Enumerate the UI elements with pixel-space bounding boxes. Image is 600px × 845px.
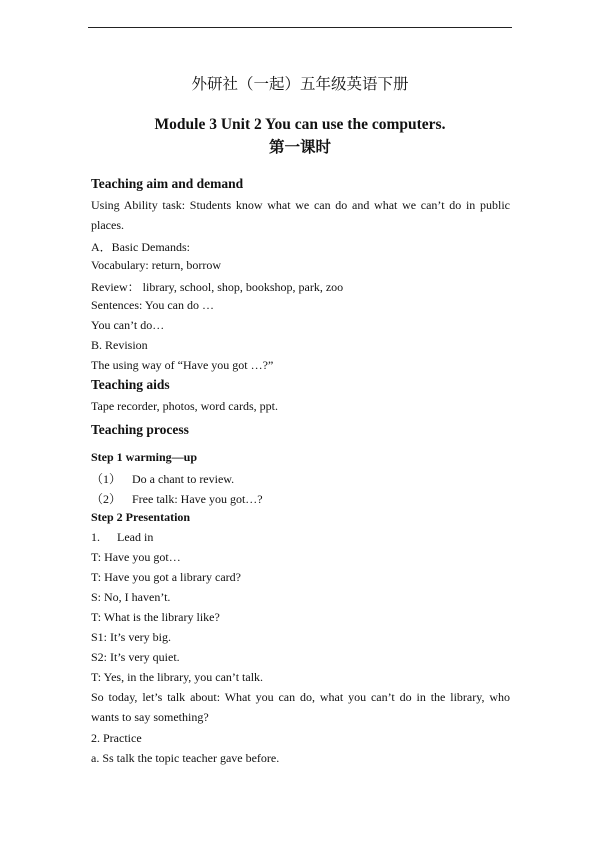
list-item-number: （1） — [91, 472, 122, 486]
document-title: 外研社（一起）五年级英语下册 — [191, 76, 409, 93]
dialogue-line: T: Have you got a library card? — [91, 570, 242, 584]
list-item-number: （2） — [91, 492, 122, 506]
module-title: Module 3 Unit 2 You can use the computers. — [154, 116, 446, 133]
header-rule — [88, 27, 512, 28]
revision-line: B. Revision — [91, 338, 148, 352]
step1-heading: Step 1 warming—up — [91, 450, 198, 464]
dialogue-line: S2: It’s very quiet. — [91, 650, 180, 664]
practice-line: 2. Practice — [91, 731, 142, 745]
dialogue-line: S1: It’s very big. — [91, 630, 171, 644]
basic-demands: A．Basic Demands: — [91, 240, 190, 254]
step2-heading: Step 2 Presentation — [91, 510, 191, 524]
lead-in-line — [91, 530, 153, 545]
aids-heading: Teaching aids — [91, 377, 170, 392]
list-item — [91, 470, 234, 487]
list-item — [91, 490, 263, 507]
lead-in-text: Lead in — [117, 530, 154, 544]
aids-text: Tape recorder, photos, word cards, ppt. — [91, 399, 278, 413]
list-item-text: Do a chant to review. — [132, 472, 235, 486]
dialogue-line: T: What is the library like? — [91, 610, 220, 624]
dialogue-line: S: No, I haven’t. — [91, 590, 171, 604]
practice-a-line: a. Ss talk the topic teacher gave before. — [91, 751, 280, 765]
task-line-1: Using Ability task: Students know what we can do and what we can’t do in public — [91, 198, 510, 212]
dialogue-line: T: Have you got… — [91, 550, 181, 564]
lead-in-number: 1. — [91, 530, 100, 544]
process-heading: Teaching process — [91, 422, 189, 437]
sentences-line: Sentences: You can do … — [91, 298, 214, 312]
cant-line: You can’t do… — [91, 318, 165, 332]
review-line: Review： library, school, shop, bookshop, park, zoo — [91, 280, 344, 294]
period-title: 第一课时 — [268, 139, 331, 156]
so-today-line-2: wants to say something? — [91, 710, 209, 724]
so-today-line-1: So today, let’s talk about: What you can do, what you can’t do in the library, who — [91, 690, 510, 704]
vocabulary-line: Vocabulary: return, borrow — [91, 258, 222, 272]
task-line-2: places. — [91, 218, 124, 232]
dialogue-line: T: Yes, in the library, you can’t talk. — [91, 670, 264, 684]
aim-heading: Teaching aim and demand — [91, 176, 244, 191]
using-way-line: The using way of “Have you got …?” — [91, 358, 274, 372]
list-item-text: Free talk: Have you got…? — [132, 492, 263, 506]
